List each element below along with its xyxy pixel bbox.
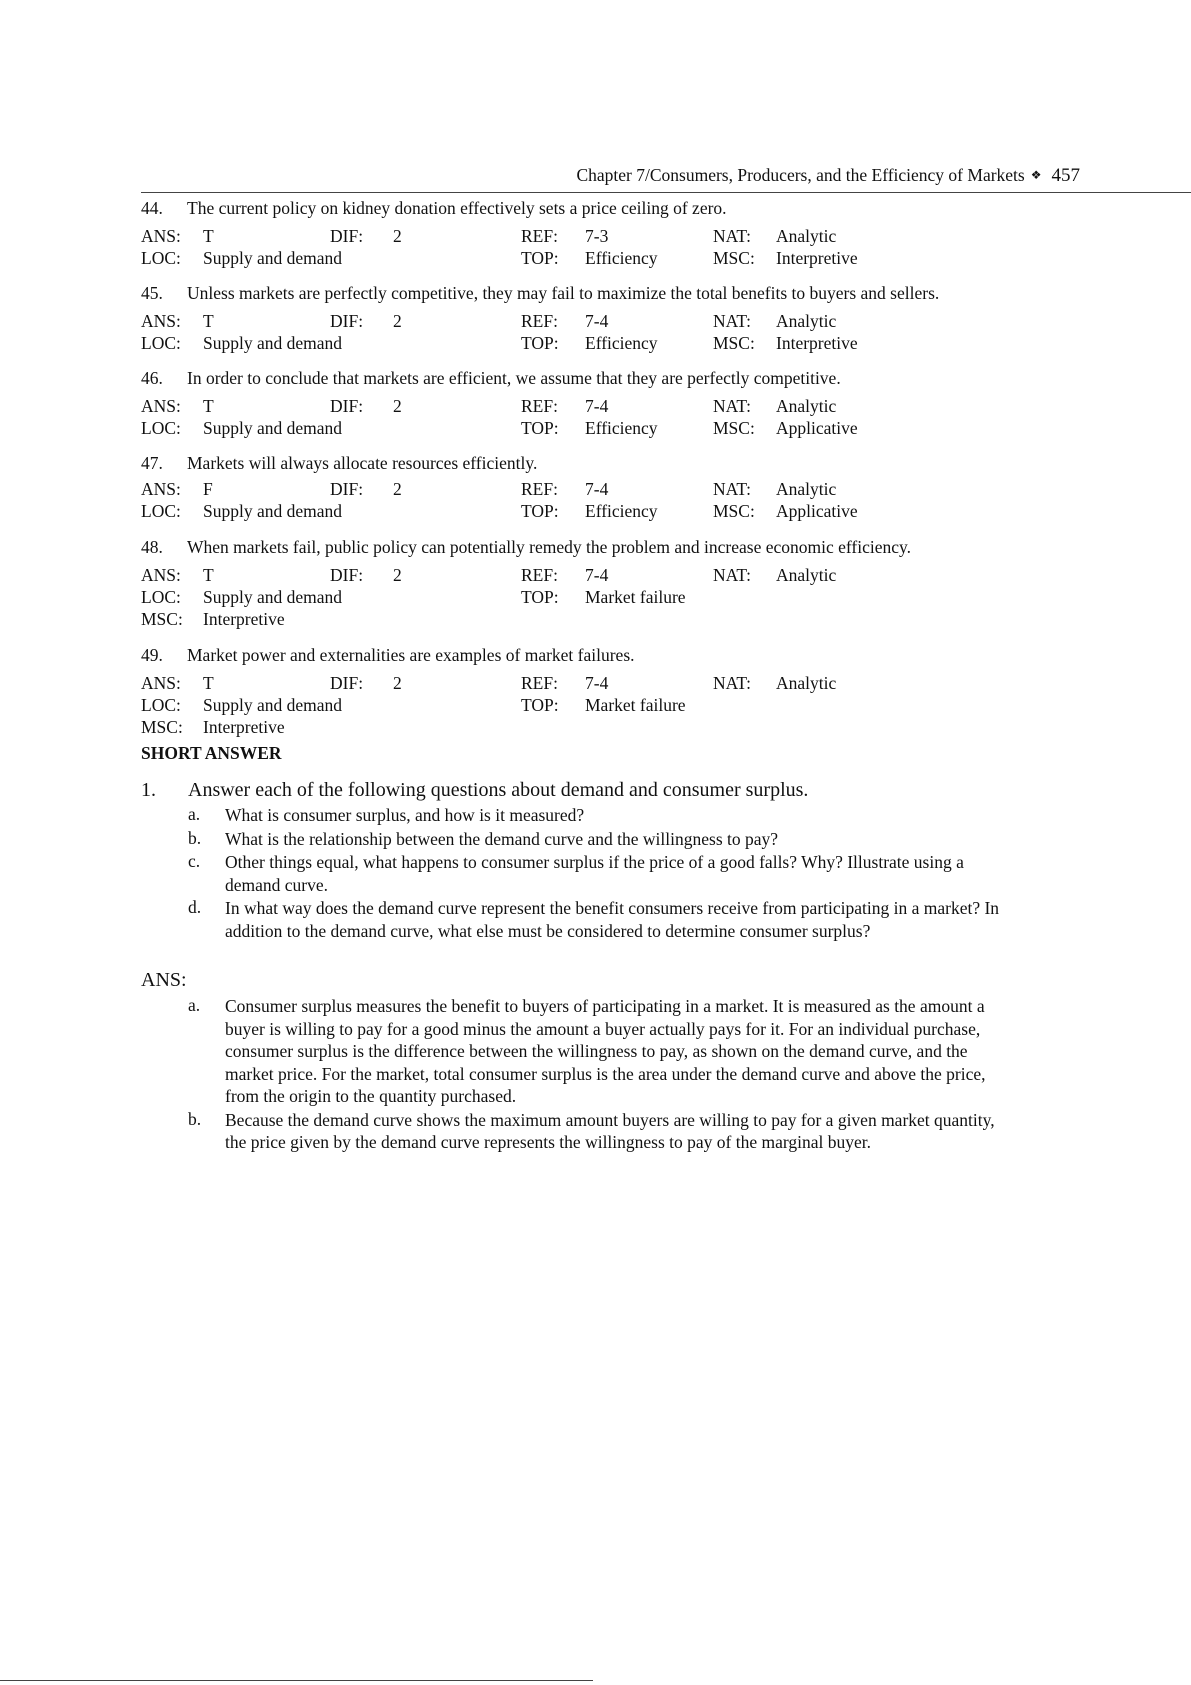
question-number: 48.: [141, 537, 163, 557]
loc-value: Supply and demand: [203, 418, 343, 438]
part-text: Consumer surplus measures the benefit to buyers of participating in a market. It is measured as the amount a buyer is willing to pay for a good minus the amount a buyer actually pays for it. For an individual purchase, consumer surplus is the difference between the willingness to pay, as shown on the demand curve, and the market price. For the market, total consumer surplus is the area under the demand curve and above the price, from the origin to the quantity purchased.: [225, 996, 986, 1106]
question-part-d: [141, 897, 1021, 942]
meta-row: [141, 248, 1061, 270]
page-number: 457: [1051, 165, 1080, 186]
running-header: [576, 165, 1080, 188]
question-text: In order to conclude that markets are efficient, we assume that they are perfectly competitive.: [187, 368, 841, 388]
ans-value: T: [203, 226, 214, 246]
meta-row: [141, 587, 1061, 609]
ans-label: ANS:: [141, 311, 181, 331]
nat-value: Analytic: [776, 226, 837, 246]
section-heading: SHORT ANSWER: [141, 743, 282, 763]
ans-label: ANS:: [141, 226, 181, 246]
question-part-c: [141, 851, 1021, 896]
msc-label: MSC:: [713, 418, 755, 438]
chapter-title: Chapter 7/Consumers, Producers, and the Efficiency of Markets: [576, 165, 1025, 185]
question-number: 46.: [141, 368, 163, 388]
meta-row: [141, 311, 1061, 333]
nat-label: NAT:: [713, 311, 752, 331]
question-part-b: [141, 828, 1021, 851]
question-text: When markets fail, public policy can potentially remedy the problem and increase economic efficiency.: [187, 537, 912, 557]
loc-label: LOC:: [141, 418, 181, 438]
nat-value: Analytic: [776, 479, 837, 499]
loc-value: Supply and demand: [203, 333, 343, 353]
ref-value: 7-4: [585, 479, 609, 499]
question-number: 44.: [141, 198, 163, 218]
answer-part-b: [141, 1109, 1021, 1154]
ans-label: ANS:: [141, 673, 181, 693]
dif-label: DIF:: [330, 226, 364, 246]
nat-label: NAT:: [713, 479, 752, 499]
ans-label: ANS:: [141, 565, 181, 585]
top-value: Efficiency: [585, 501, 658, 521]
answer-part-a: [141, 995, 1021, 1108]
question-number: 45.: [141, 283, 163, 303]
msc-value: Applicative: [776, 501, 858, 521]
nat-label: NAT:: [713, 226, 752, 246]
loc-label: LOC:: [141, 695, 181, 715]
dif-value: 2: [393, 479, 402, 499]
part-label: b.: [188, 1108, 202, 1129]
msc-value: Interpretive: [776, 333, 858, 353]
meta-row: [141, 695, 1061, 717]
msc-label: MSC:: [713, 333, 755, 353]
loc-label: LOC:: [141, 587, 181, 607]
loc-label: LOC:: [141, 501, 181, 521]
ref-value: 7-3: [585, 226, 609, 246]
ans-value: T: [203, 673, 214, 693]
question-number: 49.: [141, 645, 163, 665]
question-48: [141, 537, 1061, 631]
loc-label: LOC:: [141, 333, 181, 353]
part-label: d.: [188, 897, 202, 917]
answer-label: ANS:: [141, 969, 187, 991]
question-45: [141, 283, 1061, 355]
msc-value: Interpretive: [203, 609, 285, 629]
dif-label: DIF:: [330, 396, 364, 416]
nat-value: Analytic: [776, 396, 837, 416]
loc-value: Supply and demand: [203, 587, 343, 607]
part-label: c.: [188, 851, 201, 871]
meta-row: [141, 479, 1061, 501]
dif-value: 2: [393, 311, 402, 331]
msc-label: MSC:: [713, 248, 755, 268]
ref-label: REF:: [521, 396, 558, 416]
dif-value: 2: [393, 226, 402, 246]
msc-label: MSC:: [141, 717, 183, 737]
ref-label: REF:: [521, 479, 558, 499]
ref-label: REF:: [521, 565, 558, 585]
ans-value: T: [203, 396, 214, 416]
loc-value: Supply and demand: [203, 248, 343, 268]
question-44: [141, 198, 1061, 270]
top-label: TOP:: [521, 695, 559, 715]
meta-row: [141, 226, 1061, 248]
dif-label: DIF:: [330, 565, 364, 585]
ans-label: ANS:: [141, 479, 181, 499]
question-text: Market power and externalities are examples of market failures.: [187, 645, 635, 665]
top-label: TOP:: [521, 333, 559, 353]
msc-value: Interpretive: [776, 248, 858, 268]
part-label: a.: [188, 804, 201, 824]
part-text: Other things equal, what happens to consumer surplus if the price of a good falls? Why? Illustrate using a demand curve.: [225, 852, 964, 895]
dif-label: DIF:: [330, 673, 364, 693]
msc-value: Interpretive: [203, 717, 285, 737]
nat-label: NAT:: [713, 565, 752, 585]
top-label: TOP:: [521, 418, 559, 438]
dif-label: DIF:: [330, 311, 364, 331]
question-text: Markets will always allocate resources efficiently.: [187, 453, 538, 473]
part-text: In what way does the demand curve represent the benefit consumers receive from participating in a market? In addition to the demand curve, what else must be considered to determine consumer surplus?: [225, 898, 1000, 941]
part-text: What is consumer surplus, and how is it measured?: [225, 805, 585, 825]
nat-label: NAT:: [713, 673, 752, 693]
loc-label: LOC:: [141, 248, 181, 268]
part-text: What is the relationship between the demand curve and the willingness to pay?: [225, 828, 779, 849]
ornament-icon: ❖: [1030, 168, 1042, 182]
top-label: TOP:: [521, 501, 559, 521]
ans-label: ANS:: [141, 396, 181, 416]
question-46: [141, 368, 1061, 440]
nat-value: Analytic: [776, 673, 837, 693]
msc-value: Applicative: [776, 418, 858, 438]
meta-row: [141, 418, 1061, 440]
ans-value: T: [203, 565, 214, 585]
question-number: 1.: [141, 779, 156, 801]
top-value: Market failure: [585, 695, 686, 715]
meta-row: [141, 609, 1061, 631]
top-label: TOP:: [521, 587, 559, 607]
part-label: a.: [188, 995, 201, 1015]
loc-value: Supply and demand: [203, 501, 343, 521]
top-value: Efficiency: [585, 248, 658, 268]
nat-label: NAT:: [713, 396, 752, 416]
ref-value: 7-4: [585, 673, 609, 693]
top-value: Market failure: [585, 587, 686, 607]
ans-value: F: [203, 479, 213, 499]
ref-value: 7-4: [585, 565, 609, 585]
footer-rule: [0, 1680, 593, 1681]
top-value: Efficiency: [585, 333, 658, 353]
ref-label: REF:: [521, 311, 558, 331]
question-number: 47.: [141, 453, 163, 473]
question-text: Answer each of the following questions about demand and consumer surplus.: [188, 779, 809, 801]
question-49: [141, 645, 1061, 737]
meta-row: [141, 717, 1061, 737]
nat-value: Analytic: [776, 565, 837, 585]
answer-block: [141, 995, 1021, 1155]
question-text: Unless markets are perfectly competitive, they may fail to maximize the total benefits to buyers and sellers.: [187, 283, 940, 303]
meta-row: [141, 501, 1061, 523]
question-47: [141, 453, 1061, 523]
ref-label: REF:: [521, 226, 558, 246]
header-rule: [141, 192, 1191, 193]
dif-label: DIF:: [330, 479, 364, 499]
question-text: The current policy on kidney donation effectively sets a price ceiling of zero.: [187, 198, 727, 218]
short-answer-question-1: [141, 778, 1021, 943]
ans-value: T: [203, 311, 214, 331]
loc-value: Supply and demand: [203, 695, 343, 715]
question-part-a: [141, 804, 1021, 827]
ref-value: 7-4: [585, 311, 609, 331]
meta-row: [141, 333, 1061, 355]
msc-label: MSC:: [713, 501, 755, 521]
part-text: Because the demand curve shows the maximum amount buyers are willing to pay for a given market quantity, the price given by the demand curve represents the willingness to pay of the marginal buyer.: [225, 1109, 995, 1152]
dif-value: 2: [393, 565, 402, 585]
nat-value: Analytic: [776, 311, 837, 331]
top-label: TOP:: [521, 248, 559, 268]
meta-row: [141, 396, 1061, 418]
dif-value: 2: [393, 396, 402, 416]
top-value: Efficiency: [585, 418, 658, 438]
dif-value: 2: [393, 673, 402, 693]
ref-value: 7-4: [585, 396, 609, 416]
meta-row: [141, 673, 1061, 695]
ref-label: REF:: [521, 673, 558, 693]
meta-row: [141, 565, 1061, 587]
msc-label: MSC:: [141, 609, 183, 629]
part-label: b.: [188, 827, 202, 848]
